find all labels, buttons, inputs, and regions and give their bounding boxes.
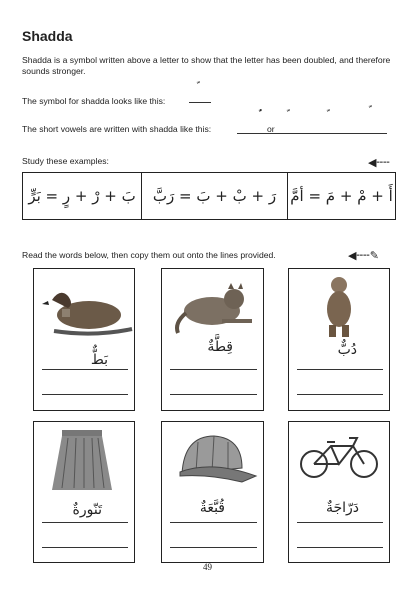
copy-line xyxy=(42,394,128,395)
copy-line xyxy=(297,522,383,523)
reading-direction-arrow-icon: ◀╌╌ xyxy=(368,156,390,169)
short-vowels-line xyxy=(237,133,387,134)
word-bear: دُبٌّ xyxy=(337,342,357,358)
cap-image xyxy=(162,426,262,496)
word-card-cap xyxy=(161,421,264,563)
short-vowels-text: The short vowels are written with shadda like this: xyxy=(22,124,212,134)
copy-line xyxy=(170,369,257,370)
copy-line xyxy=(42,547,128,548)
word-skirt: تَنّورةٌ xyxy=(72,502,102,518)
bear-image xyxy=(289,273,389,343)
word-card-bear xyxy=(288,268,390,411)
word-duck: بَطٌّ xyxy=(90,352,108,368)
write-arrow-icon: ◀╌╌✎ xyxy=(348,249,379,262)
word-card-cat xyxy=(161,268,264,411)
shadda-symbol-blank xyxy=(189,102,211,103)
example-cell: أَ + مْ + مَ = أمَّ xyxy=(290,187,393,205)
page-title: Shadda xyxy=(22,28,73,44)
copy-line xyxy=(297,547,383,548)
word-cap: قُبَّعَةٌ xyxy=(199,500,225,516)
bicycle-image xyxy=(289,428,389,488)
example-cell: بَ + رْ + رٍ = بَرٍّ xyxy=(23,173,142,219)
skirt-image xyxy=(34,426,134,496)
word-card-duck xyxy=(33,268,135,411)
copy-line xyxy=(42,369,128,370)
cat-image xyxy=(162,275,262,345)
copy-line xyxy=(170,394,257,395)
example-cell: رَ + بْ + بَ = رَبَّ xyxy=(142,173,288,219)
examples-table xyxy=(22,172,396,220)
word-bicycle: دَرّاجَةٌ xyxy=(325,500,359,516)
word-card-skirt xyxy=(33,421,135,563)
word-cat: قِطَّةٌ xyxy=(207,339,233,355)
copy-line xyxy=(297,394,383,395)
copy-line xyxy=(170,522,257,523)
copy-line xyxy=(42,522,128,523)
shadda-symbol-text: The symbol for shadda looks like this: xyxy=(22,96,166,106)
word-card-bicycle xyxy=(288,421,390,563)
or-label: or xyxy=(267,124,275,134)
copy-line xyxy=(170,547,257,548)
duck-image xyxy=(34,275,134,345)
copy-line xyxy=(297,369,383,370)
study-label: Study these examples: xyxy=(22,156,109,166)
intro-text: Shadda is a symbol written above a letter to show that the letter has been doubled, and therefore sounds stronger. xyxy=(22,55,391,76)
page-number: 49 xyxy=(203,562,212,572)
instructions-text: Read the words below, then copy them out onto the lines provided. xyxy=(22,250,276,260)
